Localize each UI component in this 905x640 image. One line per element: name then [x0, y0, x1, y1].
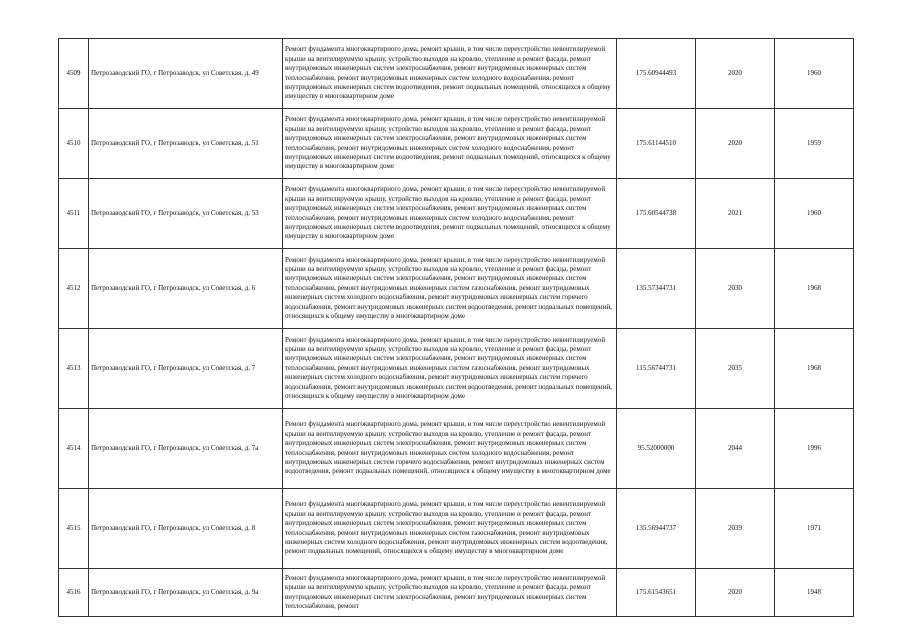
planned-year-cell: 2021 [696, 179, 775, 249]
table-row [59, 569, 854, 617]
address-cell: Петрозаводский ГО, г Петрозаводск, ул Советская, д. 7а [89, 409, 283, 489]
planned-year-cell: 2035 [696, 329, 775, 409]
address-cell: Петрозаводский ГО, г Петрозаводск, ул Советская, д. 7 [89, 329, 283, 409]
repair-program-table [58, 38, 854, 617]
cost-cell: 135.56944737 [617, 489, 696, 569]
address-cell: Петрозаводский ГО, г Петрозаводск, ул Советская, д. 51 [89, 109, 283, 179]
planned-year-cell: 2020 [696, 109, 775, 179]
row-number: 4514 [59, 409, 89, 489]
build-year-cell: 1968 [775, 329, 854, 409]
cost-cell: 175.60544738 [617, 179, 696, 249]
cost-cell: 95.52000000 [617, 409, 696, 489]
planned-year-cell: 2020 [696, 569, 775, 617]
planned-year-cell: 2044 [696, 409, 775, 489]
address-cell: Петрозаводский ГО, г Петрозаводск, ул Советская, д. 53 [89, 179, 283, 249]
address-cell: Петрозаводский ГО, г Петрозаводск, ул Советская, д. 49 [89, 39, 283, 109]
build-year-cell: 1968 [775, 249, 854, 329]
cost-cell: 175.60944493 [617, 39, 696, 109]
work-types-cell: Ремонт фундамента многоквартирного дома, ремонт крыши, в том числе переустройство невентилируемой крыши на вентилируемую крышу, устройство выходов на кровлю, утепление и ремонт фасада, ремонт внутридомовых инженерных систем электроснабжения, ремонт внутридомовых инженерных систем теплоснабжения, ремонт внутридомовых инженерных систем газоснабжения, ремонт внутридомовых инженерных систем холодного водоснабжения, ремонт внутридомовых инженерных систем горячего водоснабжения, ремонт внутридомовых инженерных систем водоотведения, ремонт подвальных помещений, относящихся к общему имуществу в многоквартирном доме [283, 249, 617, 329]
work-types-cell: Ремонт фундамента многоквартирного дома, ремонт крыши, в том числе переустройство невентилируемой крыши на вентилируемую крышу, устройство выходов на кровлю, утепление и ремонт фасада, ремонт внутридомовых инженерных систем электроснабжения, ремонт внутридомовых инженерных систем теплоснабжения, ремонт внутридомовых инженерных систем холодного водоснабжения, ремонт внутридомовых инженерных систем водоотведения, ремонт подвальных помещений, относящихся к общему имуществу в многоквартирном доме [283, 179, 617, 249]
work-types-cell: Ремонт фундамента многоквартирного дома, ремонт крыши, в том числе переустройство невентилируемой крыши на вентилируемую крышу, устройство выходов на кровлю, утепление и ремонт фасада, ремонт внутридомовых инженерных систем электроснабжения, ремонт внутридомовых инженерных систем теплоснабжения, ремонт внутридомовых инженерных систем газоснабжения, ремонт внутридомовых инженерных систем холодного водоснабжения, ремонт внутридомовых инженерных систем горячего водоснабжения, ремонт внутридомовых инженерных систем водоотведения, ремонт подвальных помещений, относящихся к общему имуществу в многоквартирном доме [283, 329, 617, 409]
row-number: 4516 [59, 569, 89, 617]
build-year-cell: 1959 [775, 109, 854, 179]
work-types-cell: Ремонт фундамента многоквартирного дома, ремонт крыши, в том числе переустройство невентилируемой крыши на вентилируемую крышу, устройство выходов на кровлю, утепление и ремонт фасада, ремонт внутридомовых инженерных систем электроснабжения, ремонт внутридомовых инженерных систем теплоснабжения, ремонт внутридомовых инженерных систем холодного водоснабжения, ремонт внутридомовых инженерных систем горячего водоснабжения, ремонт внутридомовых инженерных систем водоотведения, ремонт подвальных помещений, относящихся к общему имуществу в многоквартирном доме [283, 409, 617, 489]
table-row [59, 109, 854, 179]
work-types-cell: Ремонт фундамента многоквартирного дома, ремонт крыши, в том числе переустройство невентилируемой крыши на вентилируемую крышу, устройство выходов на кровлю, утепление и ремонт фасада, ремонт внутридомовых инженерных систем электроснабжения, ремонт внутридомовых инженерных систем теплоснабжения, ремонт [283, 569, 617, 617]
table-row [59, 179, 854, 249]
cost-cell: 135.57344731 [617, 249, 696, 329]
row-number: 4512 [59, 249, 89, 329]
build-year-cell: 1960 [775, 179, 854, 249]
table-row [59, 329, 854, 409]
cost-cell: 175.61144510 [617, 109, 696, 179]
planned-year-cell: 2020 [696, 39, 775, 109]
work-types-cell: Ремонт фундамента многоквартирного дома, ремонт крыши, в том числе переустройство невентилируемой крыши на вентилируемую крышу, устройство выходов на кровлю, утепление и ремонт фасада, ремонт внутридомовых инженерных систем электроснабжения, ремонт внутридомовых инженерных систем теплоснабжения, ремонт внутридомовых инженерных систем холодного водоснабжения, ремонт внутридомовых инженерных систем водоотведения, ремонт подвальных помещений, относящихся к общему имуществу в многоквартирном доме [283, 109, 617, 179]
table-row [59, 39, 854, 109]
cost-cell: 115.56744731 [617, 329, 696, 409]
build-year-cell: 1960 [775, 39, 854, 109]
work-types-cell: Ремонт фундамента многоквартирного дома, ремонт крыши, в том числе переустройство невентилируемой крыши на вентилируемую крышу, устройство выходов на кровлю, утепление и ремонт фасада, ремонт внутридомовых инженерных систем электроснабжения, ремонт внутридомовых инженерных систем теплоснабжения, ремонт внутридомовых инженерных систем холодного водоснабжения, ремонт внутридомовых инженерных систем водоотведения, ремонт подвальных помещений, относящихся к общему имуществу в многоквартирном доме [283, 39, 617, 109]
table-row [59, 249, 854, 329]
cost-cell: 175.61543651 [617, 569, 696, 617]
planned-year-cell: 2039 [696, 489, 775, 569]
row-number: 4511 [59, 179, 89, 249]
build-year-cell: 1971 [775, 489, 854, 569]
table-row [59, 489, 854, 569]
table-row [59, 409, 854, 489]
row-number: 4510 [59, 109, 89, 179]
row-number: 4513 [59, 329, 89, 409]
planned-year-cell: 2030 [696, 249, 775, 329]
row-number: 4515 [59, 489, 89, 569]
work-types-cell: Ремонт фундамента многоквартирного дома, ремонт крыши, в том числе переустройство невентилируемой крыши на вентилируемую крышу, устройство выходов на кровлю, утепление и ремонт фасада, ремонт внутридомовых инженерных систем электроснабжения, ремонт внутридомовых инженерных систем теплоснабжения, ремонт внутридомовых инженерных систем газоснабжения, ремонт внутридомовых инженерных систем холодного водоснабжения, ремонт внутридомовых инженерных систем водоотведения, ремонт подвальных помещений, относящихся к общему имуществу в многоквартирном доме [283, 489, 617, 569]
build-year-cell: 1948 [775, 569, 854, 617]
build-year-cell: 1996 [775, 409, 854, 489]
address-cell: Петрозаводский ГО, г Петрозаводск, ул Советская, д. 8 [89, 489, 283, 569]
address-cell: Петрозаводский ГО, г Петрозаводск, ул Советская, д. 9а [89, 569, 283, 617]
row-number: 4509 [59, 39, 89, 109]
address-cell: Петрозаводский ГО, г Петрозаводск, ул Советская, д. 6 [89, 249, 283, 329]
